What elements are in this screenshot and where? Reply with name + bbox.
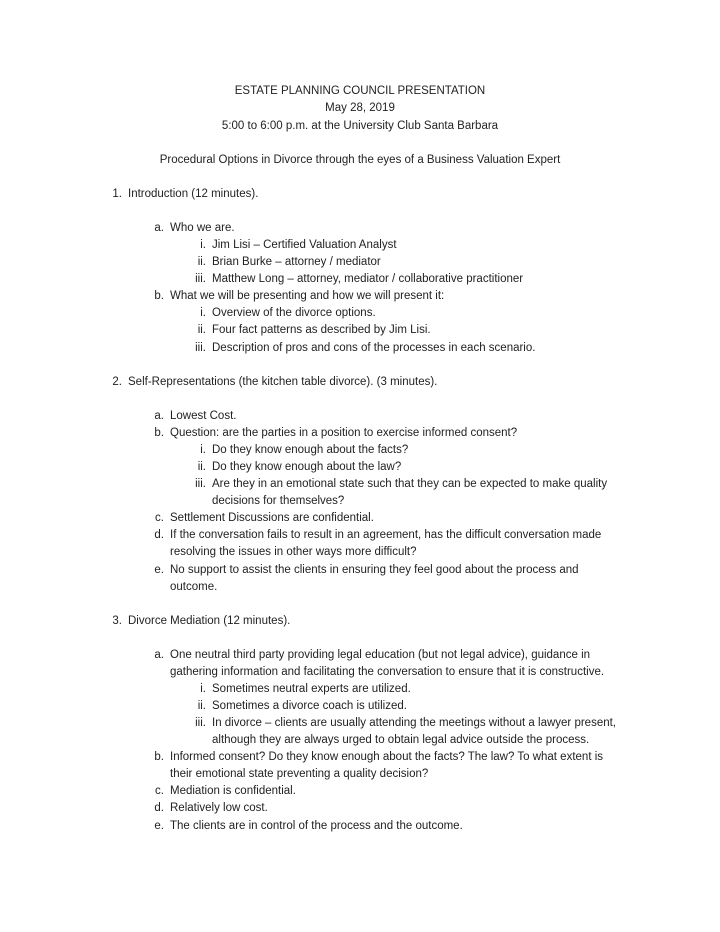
list-marker: a.	[154, 222, 164, 234]
list-marker: a.	[154, 410, 164, 422]
sub-marker: ii.	[197, 700, 206, 712]
section-number: 1.	[112, 188, 122, 200]
document-title: ESTATE PLANNING COUNCIL PRESENTATION	[234, 85, 486, 97]
document-time-place: 5:00 to 6:00 p.m. at the University Club Santa Barbara	[221, 120, 499, 132]
list-marker: d.	[154, 802, 164, 814]
list-item-continuation: gathering information and facilitating the conversation to ensure that it is constructive.	[170, 666, 605, 678]
sub-marker: iii.	[195, 342, 206, 354]
list-item: Informed consent? Do they know enough about the facts? The law? To what extent is	[170, 751, 604, 763]
sub-marker: i.	[200, 307, 206, 319]
sub-item: Do they know enough about the facts?	[212, 444, 409, 456]
sub-item: Jim Lisi – Certified Valuation Analyst	[212, 239, 397, 251]
sub-item-continuation: decisions for themselves?	[212, 495, 345, 507]
list-marker: a.	[154, 649, 164, 661]
sub-item: Brian Burke – attorney / mediator	[212, 256, 381, 268]
list-item: Relatively low cost.	[170, 802, 268, 814]
sub-item: Do they know enough about the law?	[212, 461, 402, 473]
list-item: Who we are.	[170, 222, 235, 234]
section-number: 3.	[112, 615, 122, 627]
list-item: Lowest Cost.	[170, 410, 237, 422]
list-item-continuation: outcome.	[170, 581, 218, 593]
list-marker: e.	[154, 820, 164, 832]
sub-marker: i.	[200, 239, 206, 251]
sub-marker: ii.	[197, 324, 206, 336]
section-number: 2.	[112, 376, 122, 388]
list-item: No support to assist the clients in ensuring they feel good about the process and	[170, 564, 579, 576]
section-title: Self-Representations (the kitchen table divorce). (3 minutes).	[128, 376, 438, 388]
sub-item: Four fact patterns as described by Jim Lisi.	[212, 324, 431, 336]
document-date: May 28, 2019	[325, 102, 395, 114]
sub-marker: i.	[200, 683, 206, 695]
list-item: The clients are in control of the process and the outcome.	[170, 820, 463, 832]
sub-marker: i.	[200, 444, 206, 456]
sub-item: Description of pros and cons of the processes in each scenario.	[212, 342, 536, 354]
list-item: Mediation is confidential.	[170, 785, 296, 797]
list-item-continuation: resolving the issues in other ways more difficult?	[170, 546, 417, 558]
list-marker: d.	[154, 529, 164, 541]
sub-marker: ii.	[197, 256, 206, 268]
list-marker: b.	[154, 290, 164, 302]
section-title: Introduction (12 minutes).	[128, 188, 259, 200]
list-item: Settlement Discussions are confidential.	[170, 512, 374, 524]
list-item: What we will be presenting and how we will present it:	[170, 290, 445, 302]
sub-item: Overview of the divorce options.	[212, 307, 376, 319]
sub-item: Sometimes neutral experts are utilized.	[212, 683, 411, 695]
sub-marker: iii.	[195, 478, 206, 490]
sub-marker: iii.	[195, 273, 206, 285]
list-marker: c.	[155, 512, 164, 524]
sub-item: Matthew Long – attorney, mediator / collaborative practitioner	[212, 273, 524, 285]
sub-item: Are they in an emotional state such that they can be expected to make quality	[212, 478, 608, 490]
list-item: Question: are the parties in a position to exercise informed consent?	[170, 427, 518, 439]
sub-marker: iii.	[195, 717, 206, 729]
list-item: If the conversation fails to result in an agreement, has the difficult conversation made	[170, 529, 602, 541]
list-marker: b.	[154, 751, 164, 763]
list-item-continuation: their emotional state preventing a quality decision?	[170, 768, 429, 780]
sub-marker: ii.	[197, 461, 206, 473]
list-marker: b.	[154, 427, 164, 439]
list-item: One neutral third party providing legal education (but not legal advice), guidance in	[170, 649, 591, 661]
section-title: Divorce Mediation (12 minutes).	[128, 615, 291, 627]
list-marker: c.	[155, 785, 164, 797]
sub-item: Sometimes a divorce coach is utilized.	[212, 700, 407, 712]
document-subtitle: Procedural Options in Divorce through the eyes of a Business Valuation Expert	[159, 154, 561, 166]
sub-item-continuation: although they are always urged to obtain legal advice outside the process.	[212, 734, 590, 746]
sub-item: In divorce – clients are usually attending the meetings without a lawyer present,	[212, 717, 616, 729]
list-marker: e.	[154, 564, 164, 576]
